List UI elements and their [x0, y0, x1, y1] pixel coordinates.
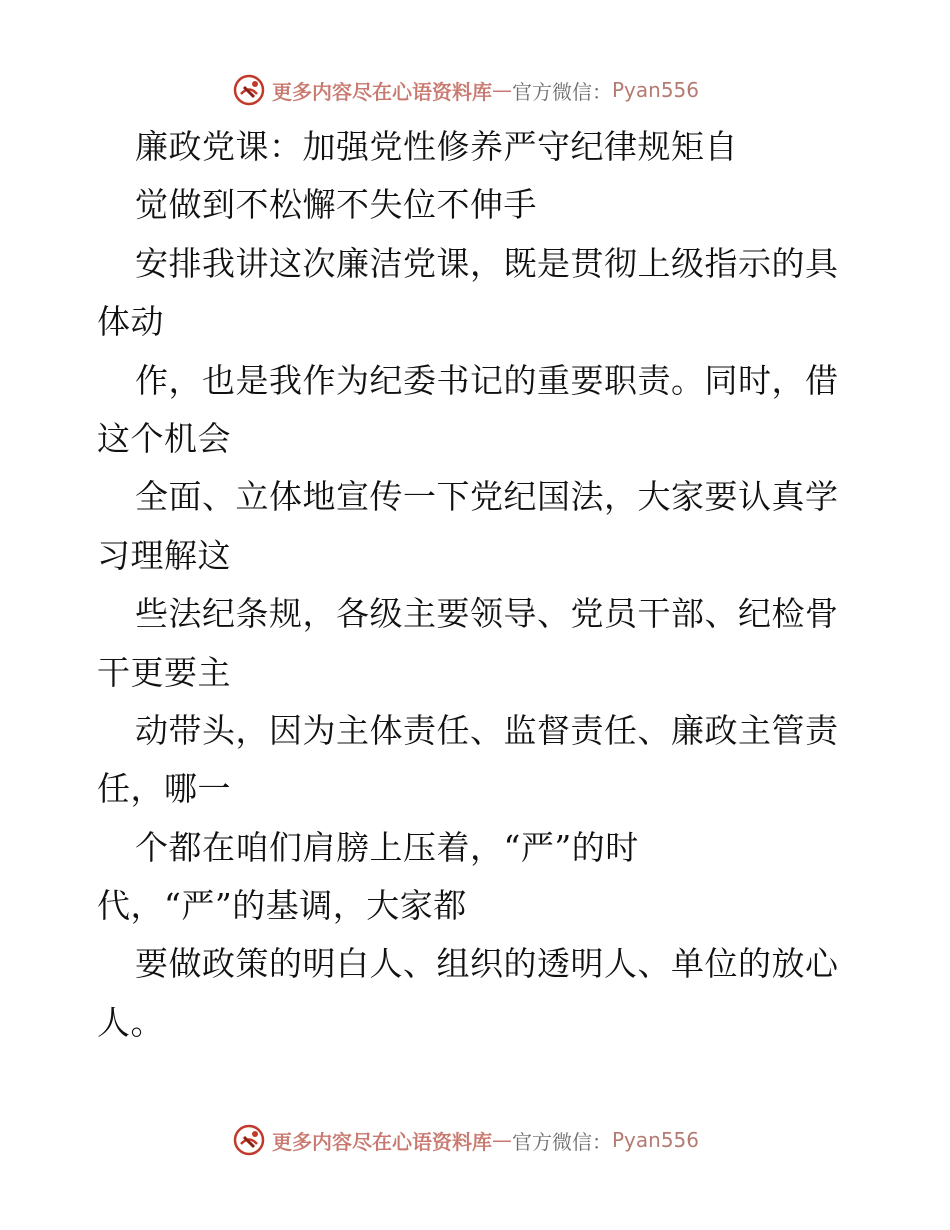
banner-main-text: 更多内容尽在心语资料库: [272, 1129, 492, 1154]
text-line: 习理解这: [97, 535, 231, 575]
text-line: 干更要主: [97, 652, 231, 692]
footer-banner: [232, 1120, 699, 1160]
book-logo-icon: [232, 1123, 266, 1157]
banner-wechat-id: Pyan556: [612, 1128, 700, 1152]
text-line: 些法纪条规，各级主要领导、党员干部、纪检骨: [135, 594, 839, 634]
text-line: 作，也是我作为纪委书记的重要职责。同时，借: [135, 360, 839, 400]
text-line: 个都在咱们肩膀上压着，“严”的时: [135, 827, 639, 867]
text-line: 人。: [97, 1002, 164, 1042]
text-line: 安排我讲这次廉洁党课，既是贯彻上级指示的具: [135, 243, 839, 283]
header-banner: [232, 70, 699, 110]
text-line: 觉做到不松懈不失位不伸手: [135, 185, 537, 225]
banner-wechat-label: 官方微信：: [512, 79, 612, 104]
text-line: 任，哪一: [97, 769, 231, 809]
banner-wechat-label: 官方微信：: [512, 1129, 612, 1154]
document-body: [97, 118, 857, 1052]
banner-wechat-id: Pyan556: [612, 78, 700, 102]
banner-main-text: 更多内容尽在心语资料库: [272, 79, 492, 104]
banner-dash: —: [492, 1128, 512, 1152]
text-line: 体动: [97, 302, 164, 342]
text-line: 这个机会: [97, 418, 231, 458]
text-line: 代，“严”的基调，大家都: [97, 886, 467, 926]
text-line: 全面、立体地宣传一下党纪国法，大家要认真学: [135, 477, 839, 517]
text-line: 动带头，因为主体责任、监督责任、廉政主管责: [135, 710, 839, 750]
text-line: 要做政策的明白人、组织的透明人、单位的放心: [135, 944, 839, 984]
text-line: 廉政党课：加强党性修养严守纪律规矩自: [135, 127, 738, 166]
book-logo-icon: [232, 73, 266, 107]
banner-dash: —: [492, 78, 512, 102]
